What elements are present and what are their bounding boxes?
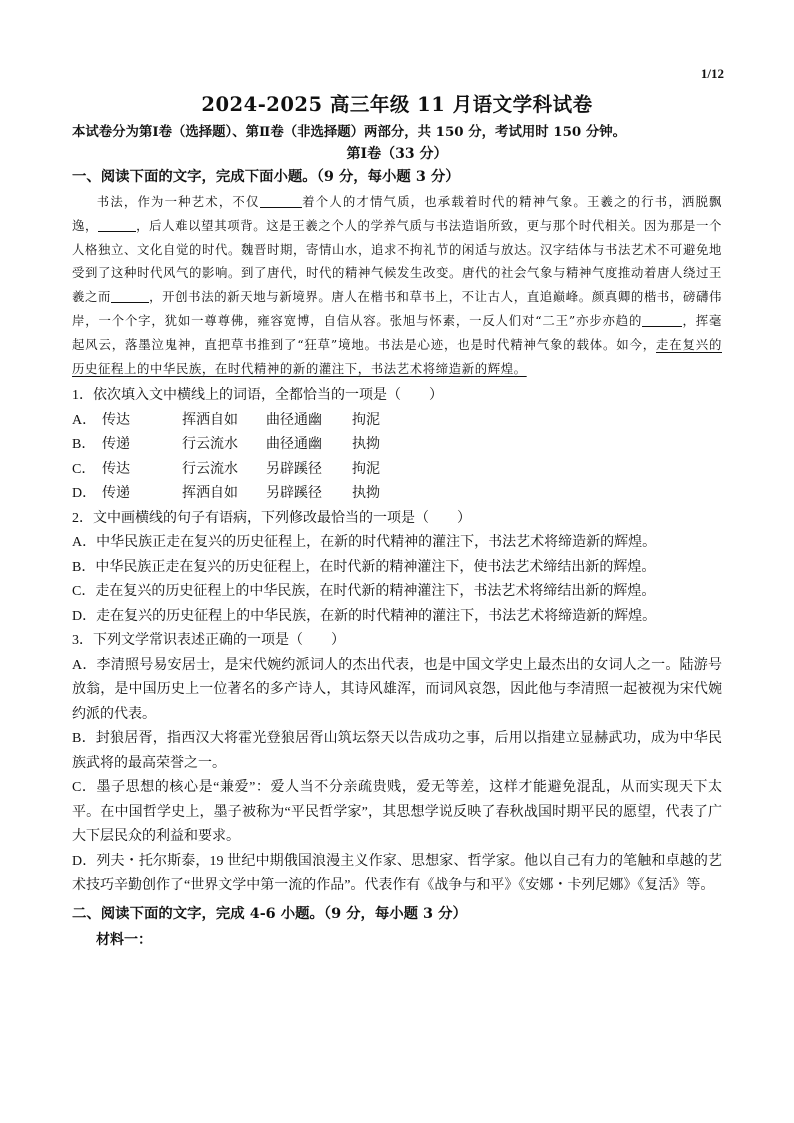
option-word: 传达 [102, 461, 130, 477]
option-word: 挥洒自如 [182, 486, 238, 502]
question-1-option-a [72, 409, 722, 434]
option-word: 挥洒自如 [182, 412, 238, 428]
exam-title: 2024-2025 高三年级 11 月语文学科试卷 [201, 93, 593, 116]
page-number: 1/12 [700, 66, 724, 81]
exam-instructions: 本试卷分为第Ⅰ卷（选择题）、第Ⅱ卷（非选择题）两部分，共 150 分，考试用时 150 分钟。 [72, 124, 627, 140]
option-letter: C． [72, 461, 96, 477]
fill-blank-4 [642, 314, 682, 327]
fill-blank-2 [98, 219, 136, 232]
question-2-option-b: B．中华民族正走在复兴的历史征程上，在时代新的精神灌注下，使书法艺术缔结出新的辉煌。 [72, 559, 656, 575]
passage-text: 书法，作为一种艺术，不仅 [96, 194, 260, 209]
passage-text: ，后人难以望其项背。这是王羲之个人的学养气质与书法造诣所致，更与那个时代相关。因为那是一个人格独立、文化自觉的时代。魏晋时期，寄情山水，追求不拘礼节的闲适与放达。汉字结体与书法艺术不可避免地受到了这种时代风气的影响。到了唐代，时代的精神气候发生改变。唐代的社会气象与精神气度推动着唐人绕过王羲之而 [72, 217, 723, 305]
option-letter: A． [72, 412, 97, 428]
option-word: 曲径通幽 [266, 412, 322, 428]
option-word: 执拗 [352, 437, 380, 453]
option-letter: B． [72, 437, 96, 453]
fill-blank-1 [260, 195, 302, 208]
section-1-heading: 一、阅读下面的文字，完成下面小题。（9 分，每小题 3 分） [72, 168, 460, 185]
question-1-option-b [72, 433, 722, 458]
option-word: 另辟蹊径 [266, 486, 322, 502]
passage-text: ，挥毫起风云，落墨泣鬼神，直把草书推到了“狂草”境地。书法是心迹，也是时代精神气象的载体。如今， [72, 312, 722, 352]
question-2-option-a: A．中华民族正走在复兴的历史征程上，在新的时代精神的灌注下，书法艺术将缔造新的辉煌。 [72, 535, 657, 551]
passage-text: 着个人的才情气质，也承载着时代的精神气象。王羲之的行书，洒脱飘逸， [72, 194, 723, 233]
question-1-option-c [72, 458, 722, 483]
volume-title: 第Ⅰ卷（33 分） [346, 146, 448, 162]
option-word: 传递 [102, 437, 130, 453]
underlined-sentence: 走在复兴的历史征程上的中华民族，在时代精神的新的灌注下，书法艺术将缔造新的辉煌。 [72, 336, 722, 376]
option-word: 另辟蹊径 [266, 461, 322, 477]
document-body [72, 92, 722, 952]
option-word: 传递 [102, 486, 130, 502]
question-1-stem: 1．依次填入文中横线上的词语，全都恰当的一项是（ ） [72, 388, 443, 404]
option-word: 拘泥 [352, 412, 380, 428]
question-2-option-d: D．走在复兴的历史征程上的中华民族，在新的时代精神的灌注下，书法艺术将缔造新的辉煌。 [72, 608, 657, 624]
fill-blank-3 [111, 290, 149, 303]
question-2-stem: 2．文中画横线的句子有语病，下列修改最恰当的一项是（ ） [72, 510, 471, 526]
question-3-option-c: C．墨子思想的核心是“兼爱”：爱人当不分亲疏贵贱，爱无等差，这样才能避免混乱，从而实现天下太平。在中国哲学史上，墨子被称为“平民哲学家”，其思想学说反映了春秋战国时期平民的愿望，代表了广大下层民众的利益和要求。 [72, 780, 722, 845]
question-2-option-c: C．走在复兴的历史征程上的中华民族，在时代新的精神灌注下，书法艺术将缔结出新的辉煌。 [72, 584, 656, 600]
option-word: 曲径通幽 [266, 437, 322, 453]
material-1-label: 材料一： [96, 931, 152, 948]
question-3-option-a: A．李清照号易安居士，是宋代婉约派词人的杰出代表，也是中国文学史上最杰出的女词人之一。陆游号放翁，是中国历史上一位著名的多产诗人，其诗风雄浑，而词风哀怨，因此他与李清照一起被视为宋代婉约派的代表。 [72, 657, 722, 722]
reading-passage [72, 190, 722, 380]
option-word: 行云流水 [182, 461, 238, 477]
question-3-option-d: D．列夫・托尔斯泰，19 世纪中期俄国浪漫主义作家、思想家、哲学家。他以自己有力的笔触和卓越的艺术技巧辛勤创作了“世界文学中第一流的作品”。代表作有《战争与和平》《安娜・卡列尼娜》《复活》等。 [72, 853, 722, 894]
passage-text: ，开创书法的新天地与新境界。唐人在楷书和草书上，不让古人，直追巅峰。颜真卿的楷书，磅礴伟岸，一个个字，犹如一尊尊佛，雍容宽博，自信从容。张旭与怀素，一反人们对“二王”亦步亦趋的 [72, 289, 722, 328]
question-3-stem: 3．下列文学常识表述正确的一项是（ ） [72, 633, 345, 649]
option-word: 传达 [102, 412, 130, 428]
question-3-option-b: B．封狼居胥，指西汉大将霍光登狼居胥山筑坛祭天以告成功之事，后用以指建立显赫武功，成为中华民族武将的最高荣誉之一。 [72, 731, 722, 771]
option-word: 行云流水 [182, 437, 238, 453]
option-letter: D． [72, 486, 97, 502]
option-word: 执拗 [352, 486, 380, 502]
section-2-heading: 二、阅读下面的文字，完成 4-6 小题。（9 分，每小题 3 分） [72, 904, 467, 922]
option-word: 拘泥 [352, 461, 380, 477]
question-1-option-d [72, 482, 722, 507]
